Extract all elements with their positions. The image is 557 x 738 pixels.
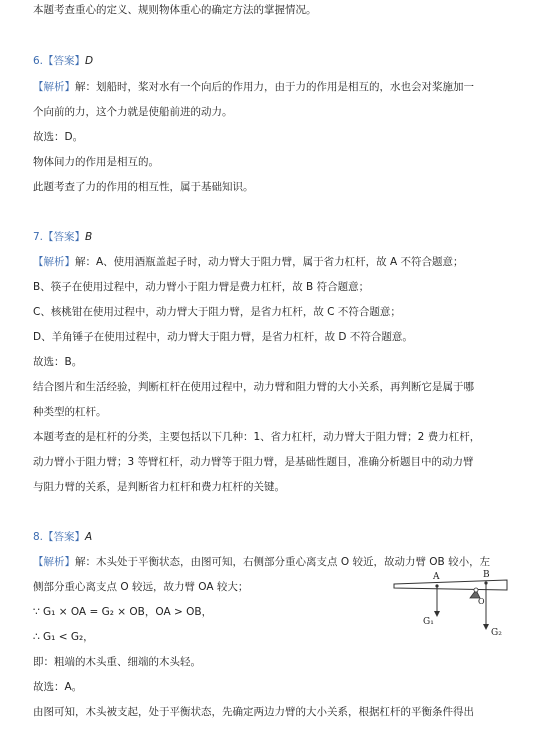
q8-text-1: 解：木头处于平衡状态，由图可知，右侧部分重心离支点 O 较近，故动力臂 OB 较小，左 xyxy=(75,556,491,568)
q8-text-3: ∵ G₁ × OA = G₂ × OB，OA > OB， xyxy=(33,606,213,618)
force-g1-arrowhead xyxy=(434,611,440,617)
q8-answer: A xyxy=(85,531,93,543)
q7-answer-tag: 【答案】 xyxy=(43,231,86,243)
q8-number: 8. xyxy=(33,531,44,543)
q8-answer-line xyxy=(33,530,537,544)
q7-number: 7. xyxy=(33,231,44,243)
q7-text-8: 本题考查的是杠杆的分类，主要包括以下几种：1、省力杠杆，动力臂大于阻力臂；2 费力杠杆， xyxy=(33,431,481,443)
q6-text-5: 此题考查了力的作用的相互性，属于基础知识。 xyxy=(33,181,254,193)
q8-text-7: 由图可知，木头被支起，处于平衡状态，先确定两边力臂的大小关系，根据杠杆的平衡条件得出 xyxy=(33,706,474,718)
q8-text-2: 侧部分重心离支点 O 较远，故力臂 OA 较大； xyxy=(33,581,249,593)
q7-text-5: 故选：B。 xyxy=(33,356,83,368)
q6-answer-tag: 【答案】 xyxy=(43,55,86,67)
q6-analysis-tag: 【解析】 xyxy=(33,81,75,93)
q6-answer-line xyxy=(33,54,537,68)
q8-analysis-line-1 xyxy=(33,555,537,569)
q7-analysis-tag: 【解析】 xyxy=(33,256,75,268)
label-g1: G₁ xyxy=(423,617,434,627)
q7-answer: B xyxy=(85,231,93,243)
q6-analysis-line-1 xyxy=(33,80,537,94)
q7-analysis-line-1 xyxy=(33,255,537,269)
q7-text-3: C、核桃钳在使用过程中，动力臂大于阻力臂，是省力杠杆，故 C 不符合题意； xyxy=(33,306,401,318)
q8-text-6: 故选：A。 xyxy=(33,681,83,693)
q6-number: 6. xyxy=(33,55,44,67)
pivot-point xyxy=(474,588,478,592)
q7-text-4: D、羊角锤子在使用过程中，动力臂大于阻力臂，是省力杠杆，故 D 不符合题意。 xyxy=(33,331,413,343)
q7-text-1: 解：A、使用酒瓶盖起子时，动力臂大于阻力臂，属于省力杠杆，故 A 不符合题意； xyxy=(75,256,464,268)
q6-answer: D xyxy=(85,55,94,67)
q6-text-3: 故选：D。 xyxy=(33,131,84,143)
lever-figure xyxy=(392,568,512,646)
q7-text-6: 结合图片和生活经验，判断杠杆在使用过程中，动力臂和阻力臂的大小关系，再判断它是属于哪 xyxy=(33,381,474,393)
q8-analysis-tag: 【解析】 xyxy=(33,556,75,568)
q6-text-4: 物体间力的作用是相互的。 xyxy=(33,156,159,168)
q6-text-1: 解：划船时，桨对水有一个向后的作用力，由于力的作用是相互的，水也会对桨施加一 xyxy=(75,81,474,93)
q7-text-9: 动力臂小于阻力臂；3 等臂杠杆，动力臂等于阻力臂，是基础性题目，准确分析题目中的动力臂 xyxy=(33,456,474,468)
q7-text-7: 种类型的杠杆。 xyxy=(33,406,107,418)
force-g2-arrowhead xyxy=(483,624,489,630)
q8-text-5: 即：粗端的木头重、细端的木头轻。 xyxy=(33,656,201,668)
label-a: A xyxy=(433,572,440,582)
label-b: B xyxy=(483,570,490,580)
label-g2: G₂ xyxy=(491,628,502,638)
q8-answer-tag: 【答案】 xyxy=(43,531,86,543)
label-o: O xyxy=(478,597,485,606)
q6-text-2: 个向前的力，这个力就是使船前进的动力。 xyxy=(33,106,233,118)
q8-text-4: ∴ G₁ < G₂， xyxy=(33,631,94,643)
intro-text: 本题考查重心的定义、规则物体重心的确定方法的掌握情况。 xyxy=(33,4,317,16)
q7-text-10: 与阻力臂的关系，是判断省力杠杆和费力杠杆的关键。 xyxy=(33,481,285,493)
log-beam xyxy=(394,580,507,590)
q7-text-2: B、筷子在使用过程中，动力臂小于阻力臂是费力杠杆，故 B 符合题意； xyxy=(33,281,370,293)
q7-answer-line xyxy=(33,230,537,244)
